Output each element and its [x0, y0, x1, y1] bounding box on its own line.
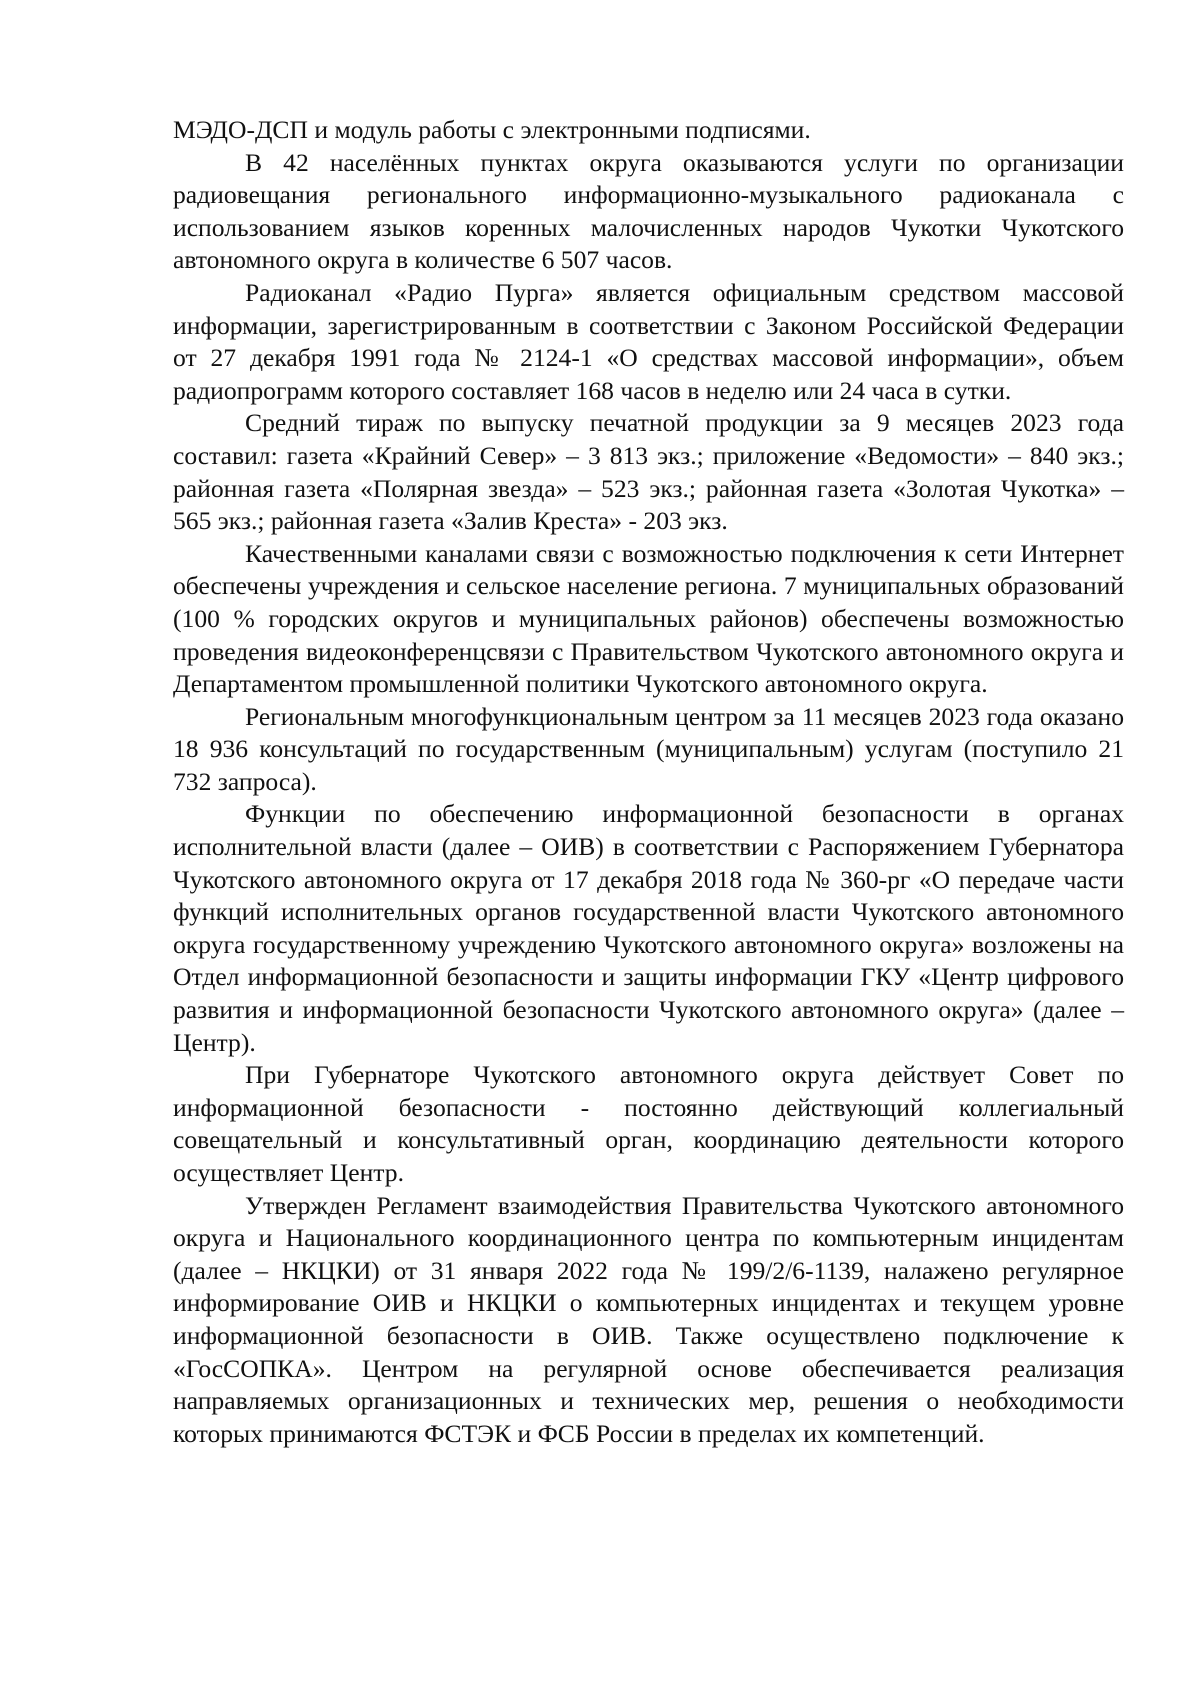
paragraph-security-council: При Губернаторе Чукотского автономного округа действует Совет по информационной безопасности - постоянно действующий коллегиальный совещательный и консультативный орган, координацию деятельности которого осуществляет Центр.: [173, 1060, 1124, 1187]
paragraph-radio-purga: Радиоканал «Радио Пурга» является официальным средством массовой информации, зарегистрированным в соответствии с Законом Российской Федерации от 27 декабря 1991 года № 2124-1 «О средствах массовой информации», объем радиопрограмм которого составляет 168 часов в неделю или 24 часа в сутки.: [173, 277, 1124, 405]
paragraph-radio-broadcasting: В 42 населённых пунктах округа оказываются услуги по организации радиовещания регионального информационно-музыкального радиоканала с использованием языков коренных малочисленных народов Чукотки Чукотского автономного округа в количестве 6 507 часов.: [173, 147, 1124, 275]
paragraph-nkcki-regulation: Утвержден Регламент взаимодействия Правительства Чукотского автономного округа и Национального координационного центра по компьютерным инцидентам (далее – НКЦКИ) от 31 января 2022 года № 199/2/6-1139, налажено регулярное информирование ОИВ и НКЦКИ о компьютерных инцидентах и текущем уровне информационной безопасности в ОИВ. Также осуществлено подключение к «ГосСОПКА». Центром на регулярной основе обеспечивается реализация направляемых организационных и технических мер, решения о необходимости которых принимаются ФСТЭК и ФСБ России в пределах их компетенций.: [173, 1190, 1124, 1448]
paragraph-information-security: Функции по обеспечению информационной безопасности в органах исполнительной власти (далее – ОИВ) в соответствии с Распоряжением Губернатора Чукотского автономного округа от 17 декабря 2018 года № 360-рг «О передаче части функций исполнительных органов государственной власти Чукотского автономного округа государственному учреждению Чукотского автономного округа» возложены на Отдел информационной безопасности и защиты информации ГКУ «Центр цифрового развития и информационной безопасности Чукотского автономного округа» (далее – Центр).: [173, 799, 1124, 1057]
document-body: [173, 114, 1124, 1450]
paragraph-print-circulation: Средний тираж по выпуску печатной продукции за 9 месяцев 2023 года составил: газета «Крайний Север» – 3 813 экз.; приложение «Ведомости» – 840 экз.; районная газета «Полярная звезда» – 523 экз.; районная газета «Золотая Чукотка» – 565 экз.; районная газета «Залив Креста» - 203 экз.: [173, 408, 1124, 536]
paragraph-communication-channels: Качественными каналами связи с возможностью подключения к сети Интернет обеспечены учреждения и сельское население региона. 7 муниципальных образований (100 % городских округов и муниципальных районов) обеспечены возможностью проведения видеоконференцсвязи с Правительством Чукотского автономного округа и Департаментом промышленной политики Чукотского автономного округа.: [173, 538, 1124, 699]
paragraph-mfc-consultations: Региональным многофункциональным центром за 11 месяцев 2023 года оказано 18 936 консультаций по государственным (муниципальным) услугам (поступило 21 732 запроса).: [173, 701, 1124, 796]
paragraph-continuation: МЭДО-ДСП и модуль работы с электронными подписями.: [173, 115, 811, 144]
